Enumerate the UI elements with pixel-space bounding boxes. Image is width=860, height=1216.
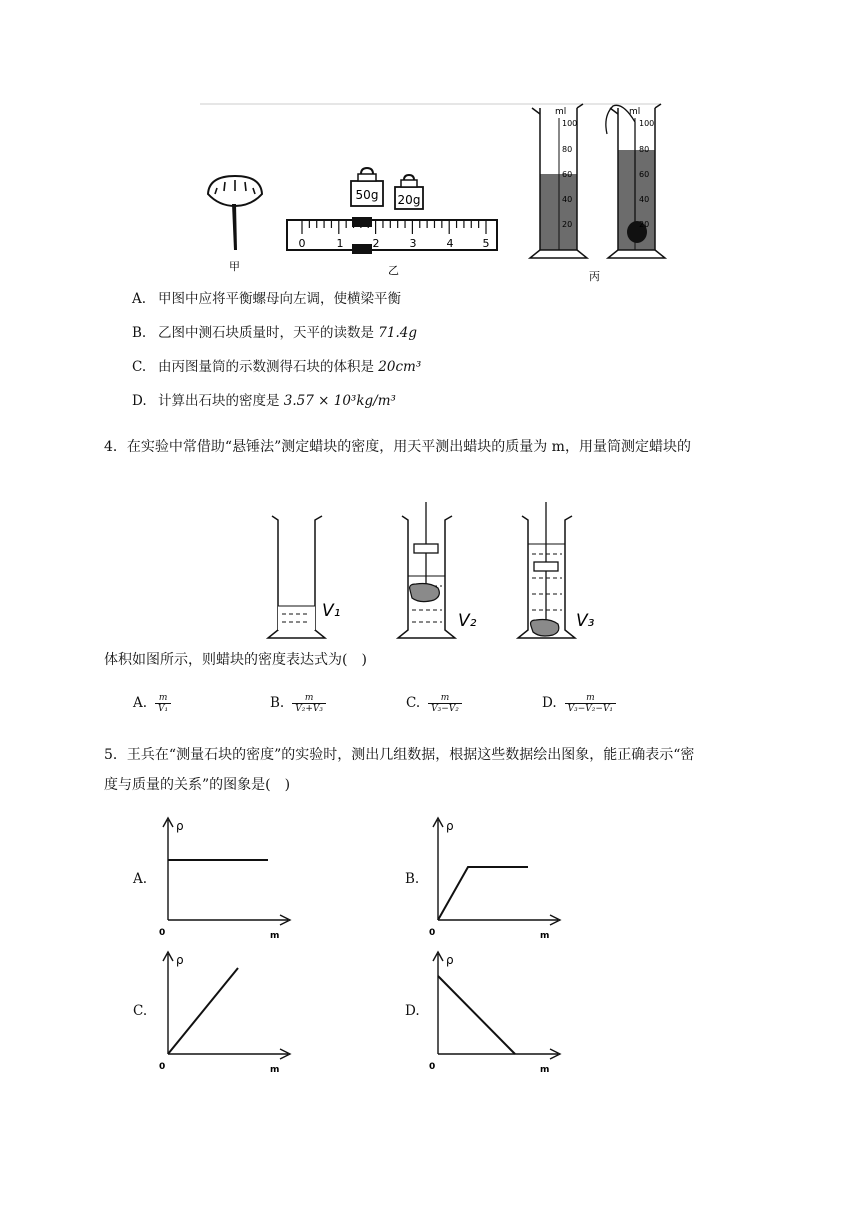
svg-text:0: 0 [429, 928, 436, 938]
svg-text:m: m [270, 1065, 280, 1075]
q3-option-a[interactable]: A. 甲图中应将平衡螺母向左调，使横梁平衡 [132, 291, 401, 307]
svg-text:100: 100 [562, 119, 578, 128]
q4-option-a[interactable]: A. $\frac{m}{\text{V₁}}$ [133, 693, 171, 714]
svg-text:ρ: ρ [176, 953, 184, 967]
q5-option-c-label[interactable]: C. [133, 1003, 148, 1019]
q4-stem-line1: 4．在实验中常借助“悬锤法”测定蜡块的密度，用天平测出蜡块的质量为 m，用量筒测定蜡块的 [104, 439, 691, 455]
svg-text:80: 80 [562, 145, 573, 154]
q3-option-d[interactable]: D. 计算出石块的密度是 3.57 × 10³kg/m³ [132, 393, 396, 409]
q3-option-b[interactable]: B. 乙图中测石块质量时，天平的读数是 71.4g [132, 325, 417, 341]
cylinder-v1 [268, 516, 340, 638]
balance-dial [208, 176, 262, 250]
svg-text:20: 20 [639, 220, 650, 229]
svg-text:ρ: ρ [176, 819, 184, 833]
cylinder-with-stone [606, 104, 665, 258]
weight-50g-label: 50g [355, 188, 379, 202]
weight-20g [395, 175, 423, 209]
svg-text:2: 2 [372, 237, 380, 250]
beam-scale [287, 217, 497, 254]
weight-20g-label: 20g [397, 193, 421, 207]
svg-text:3: 3 [409, 237, 417, 250]
q5-option-b-label[interactable]: B. [405, 871, 420, 887]
svg-text:ρ: ρ [446, 953, 454, 967]
svg-text:0: 0 [159, 928, 166, 938]
cylinder-v2 [398, 502, 477, 638]
q4-option-d[interactable]: D. $\frac{m}{\text{V₃−V₂−V₁}}$ [542, 693, 616, 714]
q4-option-b[interactable]: B. $\frac{m}{\text{V₂+V₃}}$ [270, 693, 326, 714]
svg-text:0: 0 [429, 1062, 436, 1072]
svg-text:20: 20 [562, 220, 573, 229]
cylinder-water [530, 104, 587, 258]
q5-stem-line2: 度与质量的关系”的图象是( ) [104, 777, 291, 793]
label-bing: 丙 [589, 270, 600, 283]
svg-text:40: 40 [639, 195, 650, 204]
q3-option-c[interactable]: C. 由丙图量筒的示数测得石块的体积是 20cm³ [132, 359, 422, 375]
svg-text:5: 5 [482, 237, 490, 250]
q4-figure [260, 498, 620, 650]
svg-text:60: 60 [562, 170, 573, 179]
svg-text:m: m [540, 1065, 550, 1075]
svg-text:80: 80 [639, 145, 650, 154]
graph-d[interactable] [420, 946, 570, 1076]
svg-text:V₂: V₂ [458, 611, 477, 631]
cylinder-v3 [518, 502, 595, 638]
svg-text:4: 4 [446, 237, 454, 250]
svg-text:1: 1 [336, 237, 344, 250]
svg-text:m: m [270, 931, 280, 941]
svg-text:V₁: V₁ [322, 601, 341, 621]
top-figure [195, 96, 675, 288]
label-yi: 乙 [388, 264, 399, 277]
svg-text:100: 100 [639, 119, 655, 128]
svg-text:60: 60 [639, 170, 650, 179]
graph-a[interactable] [150, 812, 300, 942]
q5-option-a-label[interactable]: A. [133, 871, 148, 887]
svg-text:0: 0 [159, 1062, 166, 1072]
svg-text:m: m [540, 931, 550, 941]
svg-text:ρ: ρ [446, 819, 454, 833]
svg-text:0: 0 [298, 237, 306, 250]
graph-c[interactable] [150, 946, 300, 1076]
q4-option-c[interactable]: C. $\frac{m}{\text{V₃−V₂}}$ [406, 693, 462, 714]
weight-50g [351, 168, 383, 206]
graph-b[interactable] [420, 812, 570, 942]
q5-stem-line1: 5．王兵在“测量石块的密度”的实验时，测出几组数据，根据这些数据绘出图象，能正确表示“密 [104, 747, 695, 763]
q4-stem-line2: 体积如图所示，则蜡块的密度表达式为( ) [104, 652, 367, 668]
svg-text:ml: ml [629, 107, 641, 117]
q5-option-d-label[interactable]: D. [405, 1003, 420, 1019]
svg-text:40: 40 [562, 195, 573, 204]
label-jia: 甲 [229, 260, 240, 273]
svg-text:V₃: V₃ [576, 611, 595, 631]
svg-text:ml: ml [555, 107, 567, 117]
